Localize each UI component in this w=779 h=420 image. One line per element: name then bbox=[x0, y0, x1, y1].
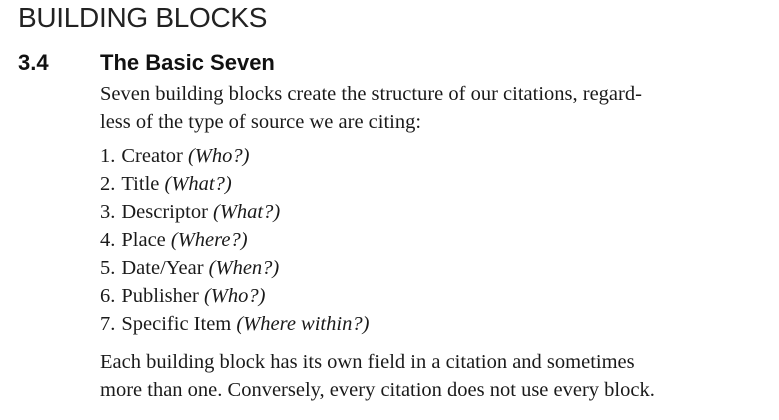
item-number: 6. bbox=[100, 285, 116, 307]
list-item bbox=[100, 282, 369, 310]
intro-line: Seven building blocks create the structure of our citations, regard- bbox=[100, 83, 642, 105]
list-item bbox=[100, 198, 369, 226]
item-question: (What?) bbox=[213, 201, 281, 223]
item-question: (What?) bbox=[164, 173, 232, 195]
list-item bbox=[100, 226, 369, 254]
intro-line: less of the type of source we are citing: bbox=[100, 111, 422, 133]
running-head: BUILDING BLOCKS bbox=[18, 2, 268, 33]
item-number: 1. bbox=[100, 145, 116, 167]
item-name: Descriptor bbox=[121, 201, 208, 223]
building-blocks-list bbox=[100, 142, 369, 338]
item-name: Place bbox=[121, 229, 166, 251]
item-question: (When?) bbox=[208, 257, 280, 279]
item-name: Specific Item bbox=[121, 313, 232, 335]
item-question: (Who?) bbox=[203, 285, 266, 307]
intro-paragraph bbox=[100, 80, 770, 136]
item-name: Creator bbox=[121, 145, 183, 167]
item-name: Date/Year bbox=[121, 257, 204, 279]
list-item bbox=[100, 142, 369, 170]
list-item bbox=[100, 170, 369, 198]
list-item bbox=[100, 310, 369, 338]
item-question: (Who?) bbox=[187, 145, 250, 167]
item-number: 7. bbox=[100, 313, 116, 335]
item-question: (Where within?) bbox=[236, 313, 370, 335]
item-number: 4. bbox=[100, 229, 116, 251]
section-title: The Basic Seven bbox=[100, 50, 275, 75]
closing-line: more than one. Conversely, every citation does not use every block. bbox=[100, 379, 655, 401]
item-name: Publisher bbox=[121, 285, 199, 307]
section-number: 3.4 bbox=[18, 50, 49, 75]
item-number: 5. bbox=[100, 257, 116, 279]
item-name: Title bbox=[121, 173, 160, 195]
closing-line: Each building block has its own field in a citation and sometimes bbox=[100, 351, 635, 373]
item-number: 2. bbox=[100, 173, 116, 195]
closing-paragraph bbox=[100, 348, 775, 404]
item-number: 3. bbox=[100, 201, 116, 223]
item-question: (Where?) bbox=[170, 229, 248, 251]
list-item bbox=[100, 254, 369, 282]
